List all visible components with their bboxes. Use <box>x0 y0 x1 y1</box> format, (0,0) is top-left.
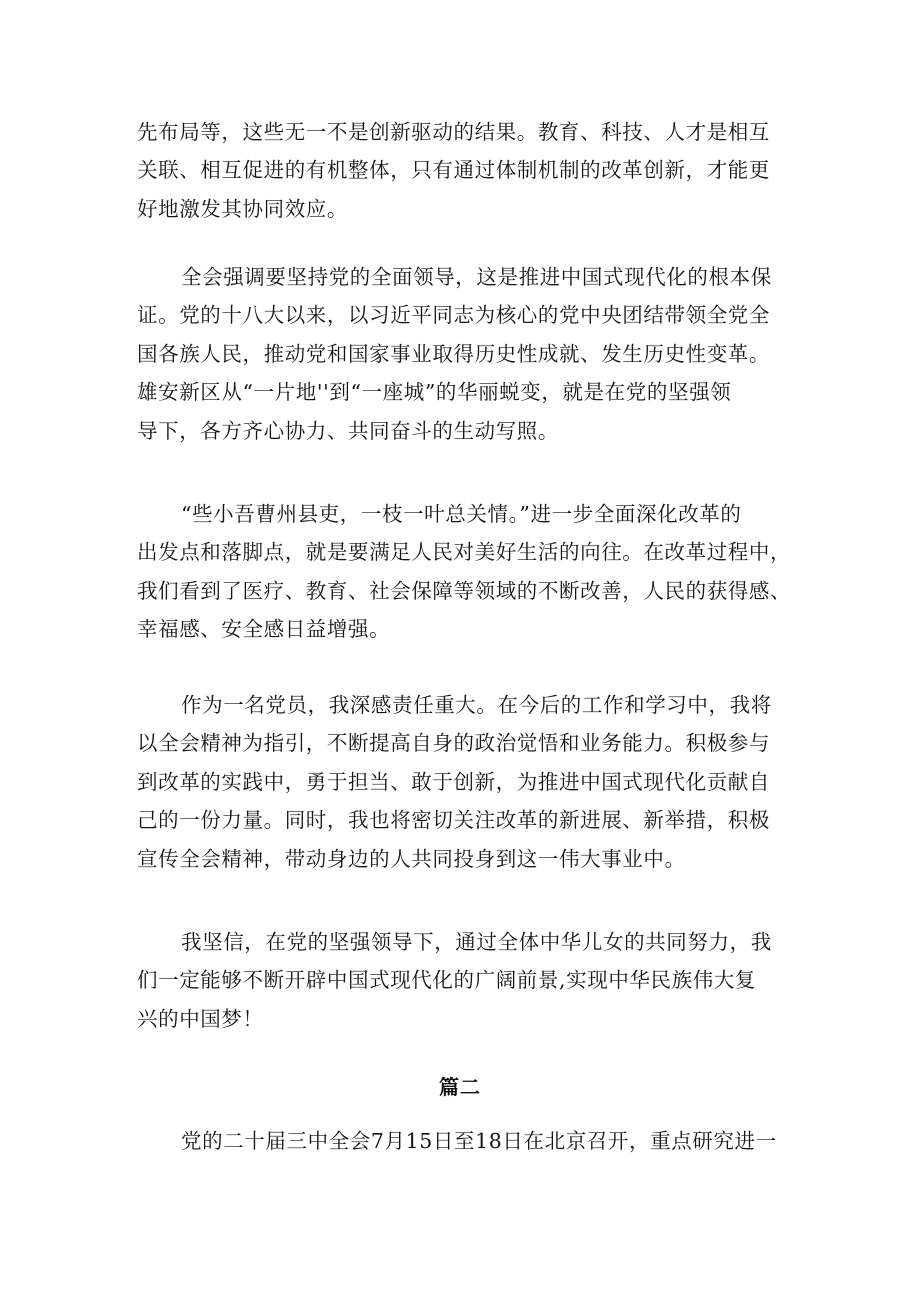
paragraph-line: 己的一份力量。同时，我也将密切关注改革的新进展、新举措，积极 <box>137 808 770 833</box>
paragraph-line: 党的二十届三中全会7月15日至18日在北京召开，重点研究进一 <box>181 1129 777 1153</box>
paragraph-line: 出发点和落脚点，就是要满足人民对美好生活的向往。在改革过程中， <box>137 540 792 565</box>
paragraph-line: 幸福感、安全感日益增强。 <box>137 617 391 642</box>
paragraph-line: 到改革的实践中，勇于担当、敢于创新，为推进中国式现代化贡献自 <box>137 769 770 794</box>
paragraph-line: 我坚信，在党的坚强领导下，通过全体中华儿女的共同努力，我 <box>181 930 772 954</box>
paragraph-line: “些小吾曹州县吏，一枝一叶总关情。”进一步全面深化改革的 <box>181 502 742 526</box>
paragraph-line: 好地激发其协同效应。 <box>137 196 348 221</box>
paragraph-line: 我们看到了医疗、教育、社会保障等领域的不断改善，人民的获得感、 <box>137 578 792 603</box>
paragraph-line: 关联、相互促进的有机整体，只有通过体制机制的改革创新，才能更 <box>137 158 770 183</box>
paragraph-line: 以全会精神为指引，不断提高自身的政治觉悟和业务能力。积极参与 <box>137 731 770 756</box>
paragraph-line: 国各族人民，推动党和国家事业取得历史性成就、发生历史性变革。 <box>137 341 770 366</box>
paragraph-line: 作为一名党员，我深感责任重大。在今后的工作和学习中，我将 <box>181 693 772 717</box>
paragraph-line: 兴的中国梦！ <box>137 1006 264 1031</box>
paragraph-line: 们一定能够不断开辟中国式现代化的广阔前景,实现中华民族伟大复 <box>137 968 757 993</box>
paragraph-line: 雄安新区从“一片地''到“一座城”的华丽蜕变，就是在党的坚强领 <box>137 380 732 405</box>
paragraph-line: 全会强调要坚持党的全面领导，这是推进中国式现代化的根本保 <box>181 265 772 289</box>
paragraph-line: 导下，各方齐心协力、共同奋斗的生动写照。 <box>137 418 559 443</box>
paragraph-party-leadership <box>137 258 797 450</box>
section-heading: 篇二 <box>439 1075 481 1099</box>
paragraph-people-livelihood <box>137 495 797 649</box>
paragraph-plenary-session <box>137 1122 797 1160</box>
paragraph-party-member <box>137 686 797 878</box>
paragraph-line: 证。党的十八大以来，以习近平同志为核心的党中央团结带领全党全 <box>137 303 770 328</box>
paragraph-innovation <box>137 113 797 228</box>
paragraph-line: 宣传全会精神，带动身边的人共同投身到这一伟大事业中。 <box>137 846 686 871</box>
paragraph-line: 先布局等，这些无一不是创新驱动的结果。教育、科技、人才是相互 <box>137 120 770 144</box>
paragraph-belief <box>137 923 797 1038</box>
